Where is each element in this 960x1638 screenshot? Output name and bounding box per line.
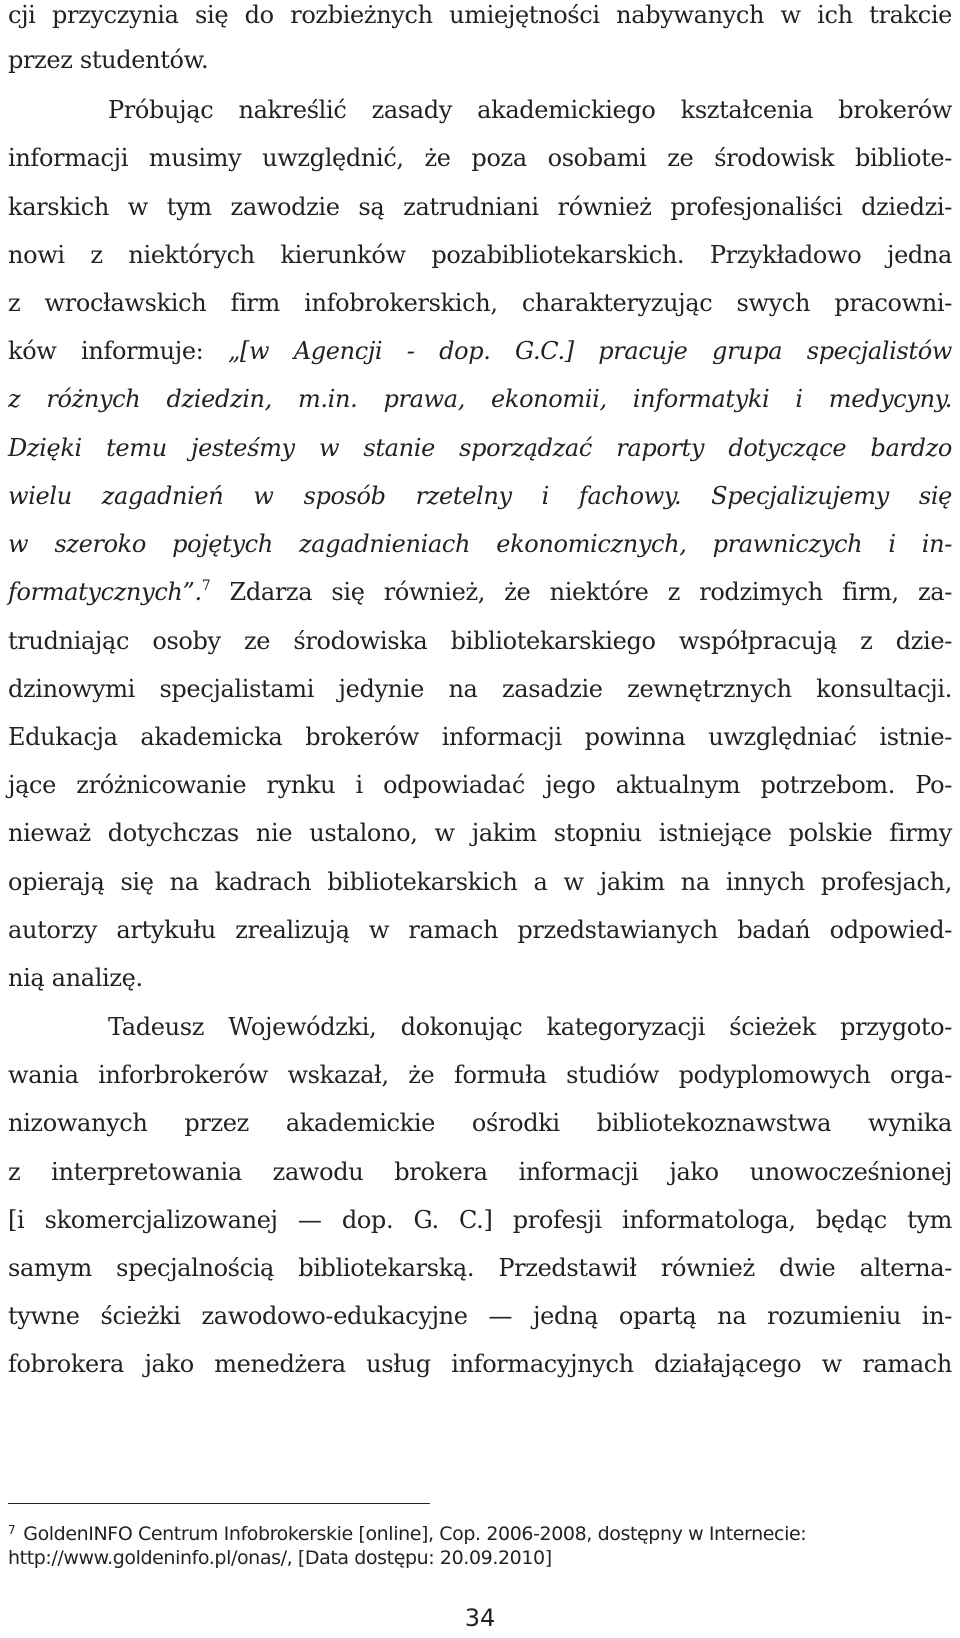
body-line-21: autorzy artykułu zrealizują w ramach przedstawianych badań odpowied- [8, 916, 952, 944]
body-line-3: Próbując nakreślić zasady akademickiego kształcenia brokerów [108, 96, 952, 124]
page-number: 34 [464, 1604, 496, 1632]
body-line-14-text: Zdarza się również, że niektóre z rodzimych firm, za- [210, 578, 952, 606]
quote-line-4: wielu zagadnień w sposób rzetelny i fachowy. Specjalizujemy się [8, 482, 952, 510]
body-line-7: z wrocławskich firm infobrokerskich, charakteryzując swych pracowni- [8, 289, 952, 317]
quote-start: „[w Agencji - dop. G.C.] pracuje grupa specjalistów [227, 337, 952, 365]
quote-line-5: w szeroko pojętych zagadnieniach ekonomicznych, prawniczych i in- [8, 530, 952, 558]
body-line-18: jące zróżnicowanie rynku i odpowiadać jego aktualnym potrzebom. Po- [8, 771, 952, 799]
body-line-24: wania inforbrokerów wskazał, że formuła studiów podyplomowych orga- [8, 1061, 952, 1089]
body-line-17: Edukacja akademicka brokerów informacji powinna uwzględniać istnie- [8, 723, 952, 751]
footnote-line-1 [8, 1522, 952, 1546]
body-line-4: informacji musimy uwzględnić, że poza osobami ze środowisk bibliote- [8, 144, 952, 172]
body-line-28: samym specjalnością bibliotekarską. Przedstawił również dwie alterna- [8, 1254, 952, 1282]
body-line-15: trudniając osoby ze środowiska bibliotekarskiego współpracują z dzie- [8, 627, 952, 655]
body-line-27: [i skomercjalizowanej — dop. G. C.] profesji informatologa, będąc tym [8, 1206, 952, 1234]
body-line-29: tywne ścieżki zawodowo-edukacyjne — jedną opartą na rozumieniu in- [8, 1302, 952, 1330]
body-line-23: Tadeusz Wojewódzki, dokonując kategoryzacji ścieżek przygoto- [108, 1013, 952, 1041]
body-line-6: nowi z niektórych kierunków pozabibliotekarskich. Przykładowo jedna [8, 241, 952, 269]
body-line-16: dzinowymi specjalistami jedynie na zasadzie zewnętrznych konsultacji. [8, 675, 952, 703]
quote-end: formatycznych”. [8, 578, 202, 606]
body-line-5: karskich w tym zawodzie są zatrudniani również profesjonaliści dziedzi- [8, 193, 952, 221]
footnote-url[interactable]: http://www.goldeninfo.pl/onas/, [Data dostępu: 20.09.2010] [8, 1547, 552, 1569]
body-line-19: nieważ dotychczas nie ustalono, w jakim stopniu istniejące polskie firmy [8, 819, 952, 847]
body-line-30: fobrokera jako menedżera usług informacyjnych działającego w ramach [8, 1350, 952, 1378]
body-line-20: opierają się na kadrach bibliotekarskich a w jakim na innych profesjach, [8, 868, 952, 896]
footnote-text-1: GoldenINFO Centrum Infobrokerskie [online], Cop. 2006-2008, dostępny w Internecie: [23, 1523, 807, 1545]
body-line-25: nizowanych przez akademickie ośrodki bibliotekoznawstwa wynika [8, 1109, 952, 1137]
body-line-8-text: ków informuje: [8, 337, 228, 365]
footnote-number: 7 [8, 1523, 16, 1537]
body-line-14 [8, 577, 952, 607]
body-line-2: przez studentów. [8, 46, 209, 74]
quote-line-3: Dzięki temu jesteśmy w stanie sporządzać raporty dotyczące bardzo [8, 434, 952, 462]
footnote-reference[interactable]: 7 [201, 578, 211, 594]
body-line-22: nią analizę. [8, 964, 143, 992]
body-line-26: z interpretowania zawodu brokera informacji jako unowocześnionej [8, 1158, 952, 1186]
quote-line-2: z różnych dziedzin, m.in. prawa, ekonomii, informatyki i medycyny. [8, 385, 952, 413]
body-line-8 [8, 336, 952, 366]
footnote-separator [8, 1503, 430, 1504]
body-line-1: cji przyczynia się do rozbieżnych umiejętności nabywanych w ich trakcie [8, 1, 952, 29]
